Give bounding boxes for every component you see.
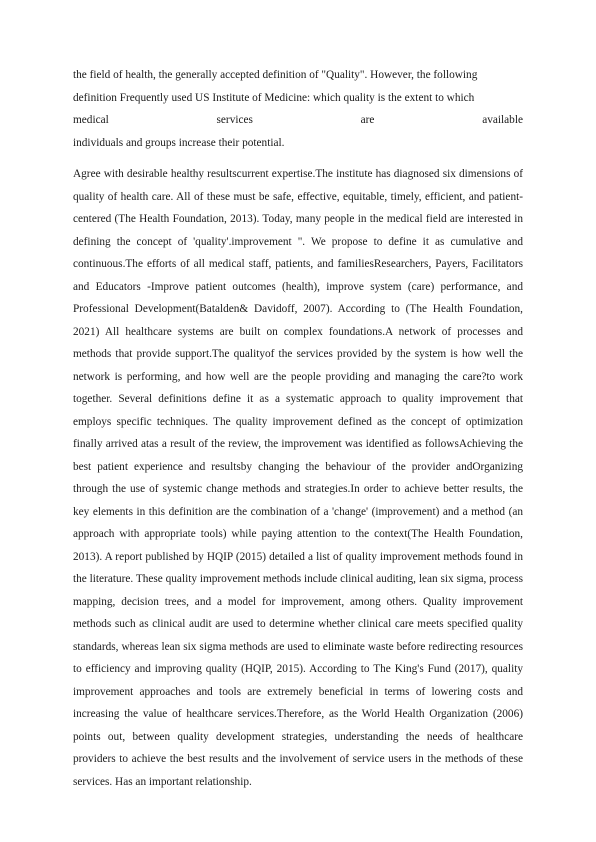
paragraph-1-line-4: individuals and groups increase their potential. xyxy=(73,136,285,149)
word: are xyxy=(360,114,375,126)
paragraph-1-line-2 xyxy=(73,87,523,110)
word: medical xyxy=(73,114,109,126)
word: services xyxy=(216,114,253,126)
paragraph-1-line-3 xyxy=(73,109,523,132)
document-page xyxy=(73,64,523,793)
word: available xyxy=(482,114,523,126)
line-text: the field of health, the generally accepted definition of "Quality". However, the following xyxy=(73,69,478,81)
line-text: definition Frequently used US Institute of Medicine: which quality is the extent to which xyxy=(73,91,475,104)
paragraph-2: Agree with desirable healthy resultscurrent expertise.The institute has diagnosed six dimensions of quality of health care. All of these must be safe, effective, equitable, timely, efficient, and patient-centered (The Health Foundation, 2013). Today, many people in the medical field are interested in defining the concept of 'quality'.improvement ". We propose to define it as cumulative and continuous.The efforts of all medical staff, patients, and familiesResearchers, Payers, Facilitators and Educators -Improve patient outcomes (health), improve system (care) performance, and Professional Development(Batalden& Davidoff, 2007). According to (The Health Foundation, 2021) All healthcare systems are built on complex foundations.A network of processes and methods that provide support.The qualityof the services provided by the system is how well the network is performing, and how well are the people providing and managing the care?to work together. Several definitions define it as a systematic approach to quality improvement that employs specific techniques. The quality improvement defined as the concept of optimization finally arrived atas a result of the review, the improvement was identified as followsAchieving the best patient experience and resultsby changing the behaviour of the provider andOrganizing through the use of systemic change methods and strategies.In order to achieve better results, the key elements in this definition are the combination of a 'change' (improvement) and a method (an approach with appropriate tools) while paying attention to the context(The Health Foundation, 2013). A report published by HQIP (2015) detailed a list of quality improvement methods found in the literature. These quality improvement methods include clinical auditing, lean six sigma, process mapping, decision trees, and a model for improvement, among others. Quality improvement methods such as clinical audit are used to determine whether clinical care meets specified quality standards, whereas lean six sigma methods are used to eliminate waste before redirecting resources to efficiency and improving quality (HQIP, 2015). According to The King's Fund (2017), quality improvement approaches and tools are extremely beneficial in terms of lowering costs and increasing the value of healthcare services.Therefore, as the World Health Organization (2006) points out, between quality development strategies, understanding the needs of healthcare providers to achieve the best results and the involvement of service users in the methods of these services. Has an important relationship. xyxy=(73,168,523,788)
paragraph-1 xyxy=(73,64,523,154)
paragraph-1-line-1 xyxy=(73,64,523,87)
